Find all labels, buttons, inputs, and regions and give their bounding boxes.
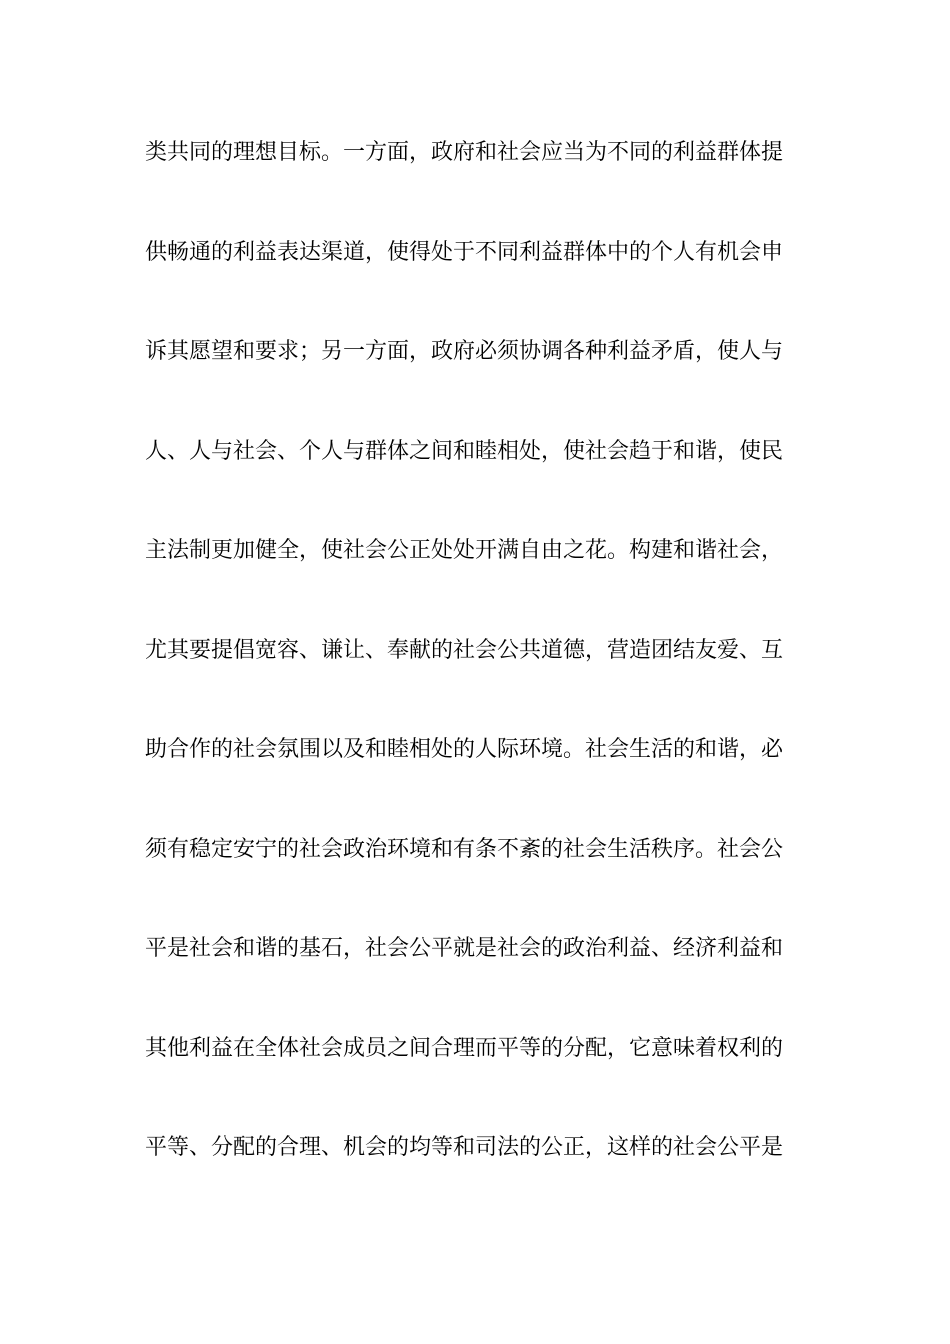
text-line: 人、人与社会、个人与群体之间和睦相处，使社会趋于和谐，使民 <box>145 438 784 464</box>
body-text <box>145 130 810 1225</box>
text-line: 类共同的理想目标。一方面，政府和社会应当为不同的利益群体提 <box>145 140 784 165</box>
text-line: 平等、分配的合理、机会的均等和司法的公正，这样的社会公平是 <box>145 1135 784 1160</box>
text-line: 尤其要提倡宽容、谦让、奉献的社会公共道德，营造团结友爱、互 <box>145 637 784 663</box>
text-line: 供畅通的利益表达渠道，使得处于不同利益群体中的个人有机会申 <box>145 239 784 265</box>
text-line: 主法制更加健全，使社会公正处处开满自由之花。构建和谐社会， <box>145 538 784 563</box>
text-line: 其他利益在全体社会成员之间合理而平等的分配，它意味着权利的 <box>145 1035 784 1061</box>
text-line: 平是社会和谐的基石，社会公平就是社会的政治利益、经济利益和 <box>145 936 784 961</box>
text-line: 须有稳定安宁的社会政治环境和有条不紊的社会生活秩序。社会公 <box>145 836 784 862</box>
text-line: 助合作的社会氛围以及和睦相处的人际环境。社会生活的和谐，必 <box>145 737 784 762</box>
text-line: 诉其愿望和要求；另一方面，政府必须协调各种利益矛盾，使人与 <box>145 339 784 364</box>
